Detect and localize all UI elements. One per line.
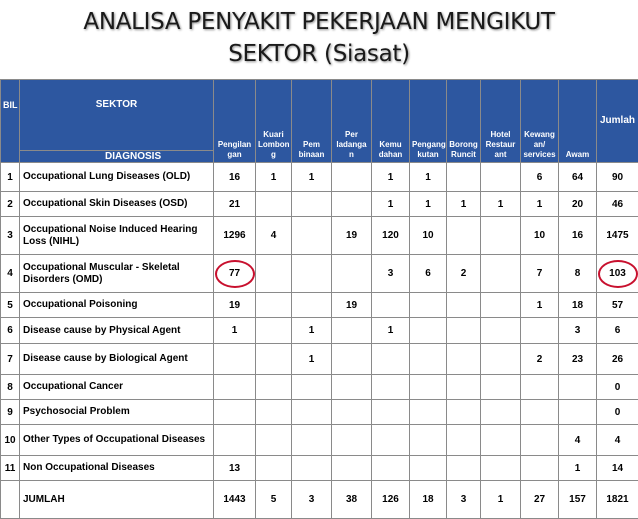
- row-value: [447, 375, 481, 400]
- title-line-1: ANALISA PENYAKIT PEKERJAAN MENGIKUT: [0, 6, 638, 38]
- table-row: [1, 318, 638, 344]
- row-value: [292, 293, 332, 318]
- row-jumlah: 46: [597, 192, 638, 217]
- row-value: 19: [332, 217, 372, 255]
- row-value: 19: [214, 293, 256, 318]
- row-value: 1: [521, 192, 559, 217]
- row-value: 4: [256, 217, 292, 255]
- row-value: 5: [256, 481, 292, 519]
- row-value: 6: [521, 163, 559, 192]
- row-jumlah-text: 103: [609, 268, 626, 279]
- row-jumlah: 0: [597, 375, 638, 400]
- row-value: [372, 456, 410, 481]
- row-value: [332, 255, 372, 293]
- row-value: 1: [481, 192, 521, 217]
- row-value: [447, 425, 481, 456]
- row-value: [481, 425, 521, 456]
- table-row: [1, 375, 638, 400]
- row-value: [332, 192, 372, 217]
- row-value: [447, 318, 481, 344]
- header-col-awam: Awam: [559, 80, 597, 163]
- row-jumlah: 26: [597, 344, 638, 375]
- row-value: [410, 344, 447, 375]
- row-value: 7: [521, 255, 559, 293]
- row-value: [256, 344, 292, 375]
- row-value: [447, 400, 481, 425]
- header-col-borong-runcit: Borong Runcit: [447, 80, 481, 163]
- row-diagnosis: Psychosocial Problem: [20, 400, 214, 425]
- row-value: [332, 344, 372, 375]
- row-value: 64: [559, 163, 597, 192]
- row-value: 23: [559, 344, 597, 375]
- table-row: [1, 481, 638, 519]
- row-value: [372, 400, 410, 425]
- row-value: [521, 456, 559, 481]
- row-value: [481, 344, 521, 375]
- row-value: 21: [214, 192, 256, 217]
- row-value: [292, 192, 332, 217]
- row-value: 1: [372, 192, 410, 217]
- row-diagnosis: JUMLAH: [20, 481, 214, 519]
- row-value: [332, 400, 372, 425]
- table-row: [1, 192, 638, 217]
- row-bil: 4: [1, 255, 20, 293]
- row-value: [256, 192, 292, 217]
- row-value-highlighted: [214, 255, 256, 293]
- row-value: [214, 375, 256, 400]
- row-value: [256, 318, 292, 344]
- row-value: [447, 217, 481, 255]
- row-value: [214, 425, 256, 456]
- row-jumlah: 14: [597, 456, 638, 481]
- row-bil: 9: [1, 400, 20, 425]
- row-diagnosis: Occupational Lung Diseases (OLD): [20, 163, 214, 192]
- row-value: 16: [214, 163, 256, 192]
- row-value: 1: [292, 163, 332, 192]
- row-value: 1296: [214, 217, 256, 255]
- row-bil: [1, 481, 20, 519]
- row-value: [256, 255, 292, 293]
- row-value: 20: [559, 192, 597, 217]
- row-value: 1: [292, 318, 332, 344]
- row-diagnosis: Occupational Noise Induced Hearing Loss (NIHL): [20, 217, 214, 255]
- row-bil: 10: [1, 425, 20, 456]
- row-value: 27: [521, 481, 559, 519]
- row-value: [292, 400, 332, 425]
- row-value: 3: [292, 481, 332, 519]
- row-value: [332, 425, 372, 456]
- row-value: [481, 318, 521, 344]
- row-value: [256, 400, 292, 425]
- row-bil: 11: [1, 456, 20, 481]
- row-value: [410, 375, 447, 400]
- row-value: [332, 318, 372, 344]
- row-jumlah: 90: [597, 163, 638, 192]
- table-row: [1, 344, 638, 375]
- title-line-2: SEKTOR (Siasat): [0, 38, 638, 70]
- row-value: 1: [521, 293, 559, 318]
- row-value: [332, 375, 372, 400]
- row-jumlah: 6: [597, 318, 638, 344]
- row-value: [521, 318, 559, 344]
- row-value: 2: [447, 255, 481, 293]
- row-value: 2: [521, 344, 559, 375]
- row-value: [481, 400, 521, 425]
- slide-title: [0, 6, 638, 70]
- row-value: [372, 425, 410, 456]
- red-circle-mark: [598, 260, 638, 288]
- row-value: 13: [214, 456, 256, 481]
- row-bil: 2: [1, 192, 20, 217]
- row-value: 10: [410, 217, 447, 255]
- row-value: 10: [521, 217, 559, 255]
- table-row: [1, 456, 638, 481]
- row-value: 1: [256, 163, 292, 192]
- row-diagnosis: Other Types of Occupational Diseases: [20, 425, 214, 456]
- row-value: [332, 163, 372, 192]
- table-row: [1, 400, 638, 425]
- row-diagnosis: Occupational Muscular - Skeletal Disorders (OMD): [20, 255, 214, 293]
- row-bil: 6: [1, 318, 20, 344]
- row-value: 1: [292, 344, 332, 375]
- row-value: 1: [559, 456, 597, 481]
- row-value: [410, 456, 447, 481]
- row-value: [481, 375, 521, 400]
- row-value: 38: [332, 481, 372, 519]
- row-value: 1: [410, 163, 447, 192]
- row-value: [256, 375, 292, 400]
- row-value: [292, 375, 332, 400]
- row-value: 1: [481, 481, 521, 519]
- header-col-pengilangan: Pengilan gan: [214, 80, 256, 163]
- header-col-pembinaan: Pem binaan: [292, 80, 332, 163]
- header-col-kemudahan: Kemu dahan: [372, 80, 410, 163]
- row-value: [292, 425, 332, 456]
- row-value: [292, 217, 332, 255]
- row-value: [481, 255, 521, 293]
- row-value: 120: [372, 217, 410, 255]
- row-value: [521, 375, 559, 400]
- row-value: [214, 344, 256, 375]
- row-value: 157: [559, 481, 597, 519]
- row-value: [292, 456, 332, 481]
- table-row: [1, 255, 638, 293]
- row-value: 3: [559, 318, 597, 344]
- header-col-pengangkutan: Pengang kutan: [410, 80, 447, 163]
- row-value: [559, 375, 597, 400]
- row-value: 1: [372, 163, 410, 192]
- row-value: [559, 400, 597, 425]
- highlight-circle: [229, 268, 240, 279]
- row-value: [372, 375, 410, 400]
- row-value: 19: [332, 293, 372, 318]
- row-value: [447, 163, 481, 192]
- highlight-circle: [609, 268, 626, 279]
- row-value: 3: [447, 481, 481, 519]
- row-value: [256, 456, 292, 481]
- header-sektor: SEKTOR: [20, 80, 214, 151]
- row-bil: 3: [1, 217, 20, 255]
- row-value: 18: [410, 481, 447, 519]
- row-value: 3: [372, 255, 410, 293]
- row-bil: 1: [1, 163, 20, 192]
- row-diagnosis: Disease cause by Biological Agent: [20, 344, 214, 375]
- row-value: [410, 400, 447, 425]
- row-bil: 5: [1, 293, 20, 318]
- row-value: [481, 456, 521, 481]
- row-value: 4: [559, 425, 597, 456]
- table-row: [1, 163, 638, 192]
- row-value: 1443: [214, 481, 256, 519]
- row-value: [481, 217, 521, 255]
- header-col-perladangan: Per ladanga n: [332, 80, 372, 163]
- row-jumlah: 57: [597, 293, 638, 318]
- row-value: [256, 293, 292, 318]
- row-value: 1: [447, 192, 481, 217]
- row-value: [292, 255, 332, 293]
- row-bil: 8: [1, 375, 20, 400]
- row-value: [481, 163, 521, 192]
- row-value: [256, 425, 292, 456]
- header-col-hotel: Hotel Restaur ant: [481, 80, 521, 163]
- row-jumlah-highlighted: [597, 255, 638, 293]
- row-diagnosis: Disease cause by Physical Agent: [20, 318, 214, 344]
- row-bil: 7: [1, 344, 20, 375]
- disease-table: [0, 79, 638, 519]
- row-value: [214, 400, 256, 425]
- row-value: [410, 425, 447, 456]
- row-value: [447, 344, 481, 375]
- row-value: [410, 318, 447, 344]
- table-row: [1, 217, 638, 255]
- row-jumlah: 1821: [597, 481, 638, 519]
- row-diagnosis: Occupational Poisoning: [20, 293, 214, 318]
- header-col-kewangan: Kewang an/ services: [521, 80, 559, 163]
- row-value: [332, 456, 372, 481]
- row-diagnosis: Non Occupational Diseases: [20, 456, 214, 481]
- header-jumlah: Jumlah: [597, 80, 638, 163]
- row-value: [372, 344, 410, 375]
- row-value: 8: [559, 255, 597, 293]
- row-jumlah: 0: [597, 400, 638, 425]
- row-value: [481, 293, 521, 318]
- row-value: [521, 425, 559, 456]
- table-row: [1, 293, 638, 318]
- row-value: [372, 293, 410, 318]
- row-jumlah: 4: [597, 425, 638, 456]
- row-value: 1: [410, 192, 447, 217]
- row-value: [447, 293, 481, 318]
- red-circle-mark: [215, 260, 255, 288]
- row-value: 18: [559, 293, 597, 318]
- table-row: [1, 425, 638, 456]
- row-diagnosis: Occupational Skin Diseases (OSD): [20, 192, 214, 217]
- row-value-text: 77: [229, 268, 240, 279]
- row-value: 16: [559, 217, 597, 255]
- header-col-kuari: Kuari Lombon g: [256, 80, 292, 163]
- table-body: [1, 163, 638, 519]
- row-value: 1: [214, 318, 256, 344]
- row-jumlah: 1475: [597, 217, 638, 255]
- row-diagnosis: Occupational Cancer: [20, 375, 214, 400]
- row-value: [447, 456, 481, 481]
- header-diagnosis: DIAGNOSIS: [20, 151, 214, 163]
- header-bil: BIL: [1, 80, 20, 163]
- row-value: 6: [410, 255, 447, 293]
- row-value: 1: [372, 318, 410, 344]
- row-value: [521, 400, 559, 425]
- row-value: 126: [372, 481, 410, 519]
- row-value: [410, 293, 447, 318]
